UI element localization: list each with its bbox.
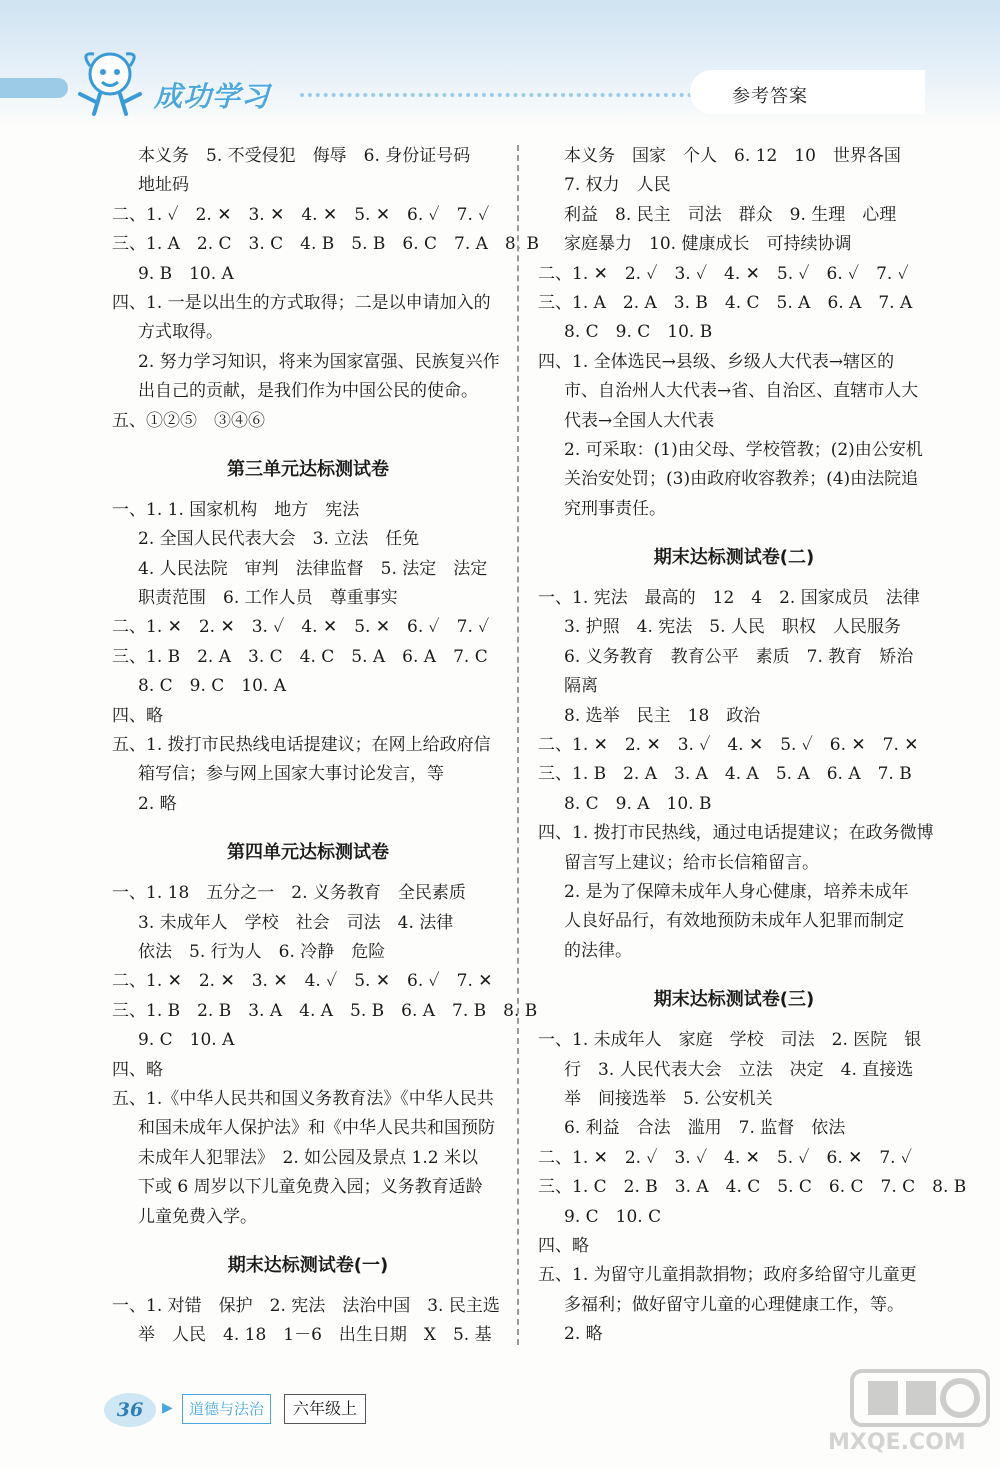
answer-line: 7. 权力 人民 (564, 175, 671, 196)
answer-line: 本义务 国家 个人 6. 12 10 世界各国 (564, 146, 901, 166)
answer-line: 四、1. 全体选民→县级、乡级人大代表→辖区的 (538, 351, 895, 372)
answer-line: 四、略 (112, 1059, 163, 1080)
answer-line: 二、1. ✓ 2. ✕ 3. ✕ 4. ✕ 5. ✕ 6. ✓ 7. ✓ (112, 204, 490, 225)
answer-line: 3. 未成年人 学校 社会 司法 4. 法律 (138, 912, 454, 933)
answer-line: 和国未成年人保护法》和《中华人民共和国预防 (138, 1118, 495, 1139)
header-accent-strip (0, 78, 68, 98)
answer-line: 多福利；做好留守儿童的心理健康工作，等。 (564, 1294, 904, 1315)
answer-line: 二、1. ✕ 2. ✕ 3. ✓ 4. ✕ 5. ✕ 6. ✓ 7. ✓ (112, 617, 490, 638)
watermark-logo (850, 1365, 990, 1429)
answer-line: 未成年人犯罪法》 2. 如公园及景点 1.2 米以 (138, 1147, 478, 1168)
answer-line: 举 间接选举 5. 公安机关 (564, 1088, 773, 1109)
answer-line: 利益 8. 民主 司法 群众 9. 生理 心理 (564, 204, 897, 225)
answer-line: 四、1. 拨打市民热线，通过电话提建议；在政务微博 (538, 823, 934, 844)
answer-line: 五、①②⑤ ③④⑥ (112, 410, 265, 431)
answer-line: 三、1. A 2. C 3. C 4. B 5. B 6. C 7. A 8. B (112, 234, 540, 255)
right-answer-column (538, 142, 967, 1349)
answer-line: 箱写信；参与网上国家大事讨论发言，等 (138, 764, 444, 785)
answer-line: 留言写上建议；给市长信箱留言。 (564, 852, 819, 873)
answer-line: 五、1.《中华人民共和国义务教育法》《中华人民共 (112, 1088, 494, 1109)
answer-line: 的法律。 (564, 940, 632, 961)
answer-line: 五、1. 拨打市民热线电话提建议；在网上给政府信 (112, 735, 491, 756)
answer-line: 2. 努力学习知识，将来为国家富强、民族复兴作 (138, 351, 500, 372)
answer-line: 方式取得。 (138, 322, 223, 343)
answer-line: 关治安处罚；(3)由政府收容教养；(4)由法院追 (564, 469, 919, 490)
answer-line: 五、1. 为留守儿童捐款捐物；政府多给留守儿童更 (538, 1265, 917, 1286)
answer-line: 四、1. 一是以出生的方式取得；二是以申请加入的 (112, 292, 491, 313)
answer-line: 8. C 9. C 10. A (138, 676, 286, 697)
answer-line: 一、1. 1. 国家机构 地方 宪法 (112, 499, 360, 520)
section-heading: 期末达标测试卷(三) (653, 989, 815, 1011)
column-divider (517, 145, 519, 1345)
answer-line: 2. 是为了保障未成年人身心健康，培养未成年 (564, 881, 909, 902)
answer-line: 出自己的贡献，是我们作为中国公民的使命。 (138, 381, 478, 402)
answer-line: 二、1. ✕ 2. ✕ 3. ✓ 4. ✕ 5. ✓ 6. ✕ 7. ✕ (538, 735, 919, 756)
answer-line: 人良好品行，有效地预防未成年人犯罪而制定 (564, 911, 904, 932)
answer-line: 家庭暴力 10. 健康成长 可持续协调 (564, 234, 852, 255)
answer-line: 2. 略 (564, 1324, 603, 1345)
answer-line: 三、1. A 2. A 3. B 4. C 5. A 6. A 7. A (538, 292, 913, 313)
answer-line: 四、略 (538, 1235, 589, 1256)
answer-line: 3. 护照 4. 宪法 5. 人民 职权 人民服务 (564, 617, 901, 638)
answer-line: 2. 略 (138, 793, 177, 814)
answer-line: 2. 全国人民代表大会 3. 立法 任免 (138, 529, 420, 550)
section-heading: 第四单元达标测试卷 (227, 842, 389, 864)
watermark-url: MXQE.COM (828, 1430, 966, 1455)
answer-line: 8. C 9. A 10. B (564, 793, 712, 814)
answer-line: 本义务 5. 不受侵犯 侮辱 6. 身份证号码 (138, 146, 471, 166)
answer-line: 4. 人民法院 审判 法律监督 5. 法定 法定 (138, 558, 488, 579)
answer-line: 二、1. ✕ 2. ✓ 3. ✓ 4. ✕ 5. ✓ 6. ✕ 7. ✓ (538, 1147, 912, 1168)
answer-line: 8. C 9. C 10. B (564, 322, 713, 343)
answer-line: 三、1. B 2. B 3. A 4. A 5. B 6. A 7. B 8. B (112, 1000, 538, 1021)
answer-line: 儿童免费入学。 (138, 1206, 257, 1227)
answer-line: 一、1. 对错 保护 2. 宪法 法治中国 3. 民主选 (112, 1295, 500, 1316)
answer-line: 职责范围 6. 工作人员 尊重事实 (138, 588, 398, 609)
answer-line: 下或 6 周岁以下儿童免费入园；义务教育适龄 (138, 1177, 483, 1198)
answer-line: 9. B 10. A (138, 263, 234, 284)
answer-line: 代表→全国人大代表 (564, 410, 715, 431)
answer-line: 一、1. 18 五分之一 2. 义务教育 全民素质 (112, 883, 466, 904)
page-number: 36 (104, 1393, 156, 1427)
answer-line: 9. C 10. A (138, 1030, 235, 1051)
answer-line: 隔离 (564, 676, 598, 697)
brand-title: 成功学习 (154, 80, 271, 113)
answer-line: 三、1. B 2. A 3. C 4. C 5. A 6. A 7. C (112, 646, 488, 667)
answer-line: 市、自治州人大代表→省、自治区、直辖市人大 (564, 381, 919, 402)
left-answer-column (112, 142, 540, 1351)
answer-line: 依法 5. 行为人 6. 冷静 危险 (138, 941, 386, 962)
answer-line: 四、略 (112, 705, 163, 726)
answer-line: 三、1. C 2. B 3. A 4. C 5. C 6. C 7. C 8. B (538, 1177, 967, 1198)
answer-label: 参考答案 (732, 86, 808, 107)
mascot-icon (70, 44, 150, 120)
section-heading: 期末达标测试卷(二) (653, 547, 815, 569)
section-heading: 期末达标测试卷(一) (227, 1254, 389, 1276)
answer-line: 2. 可采取：(1)由父母、学校管教；(2)由公安机 (564, 439, 923, 460)
answer-line: 举 人民 4. 18 1－6 出生日期 X 5. 基 (138, 1325, 492, 1346)
answer-line: 究刑事责任。 (564, 498, 666, 519)
answer-line: 一、1. 未成年人 家庭 学校 司法 2. 医院 银 (538, 1030, 922, 1051)
grade-label: 六年级上 (284, 1394, 366, 1424)
answer-line: 三、1. B 2. A 3. A 4. A 5. A 6. A 7. B (538, 764, 912, 785)
header-dotted-rule (300, 93, 700, 97)
section-heading: 第三单元达标测试卷 (227, 458, 389, 480)
answer-line: 地址码 (138, 175, 189, 196)
answer-line: 一、1. 宪法 最高的 12 4 2. 国家成员 法律 (538, 588, 920, 609)
answer-line: 行 3. 人民代表大会 立法 决定 4. 直接选 (564, 1059, 914, 1080)
answer-line: 8. 选举 民主 18 政治 (564, 705, 761, 726)
answer-line: 6. 义务教育 教育公平 素质 7. 教育 矫治 (564, 646, 914, 667)
subject-label: 道德与法治 (182, 1394, 271, 1424)
arrow-right-icon: ▶ (162, 1400, 173, 1416)
answer-line: 9. C 10. C (564, 1206, 662, 1227)
answer-line: 6. 利益 合法 滥用 7. 监督 依法 (564, 1118, 846, 1139)
answer-line: 二、1. ✕ 2. ✓ 3. ✓ 4. ✕ 5. ✓ 6. ✓ 7. ✓ (538, 263, 909, 284)
answer-line: 二、1. ✕ 2. ✕ 3. ✕ 4. ✓ 5. ✕ 6. ✓ 7. ✕ (112, 971, 493, 992)
